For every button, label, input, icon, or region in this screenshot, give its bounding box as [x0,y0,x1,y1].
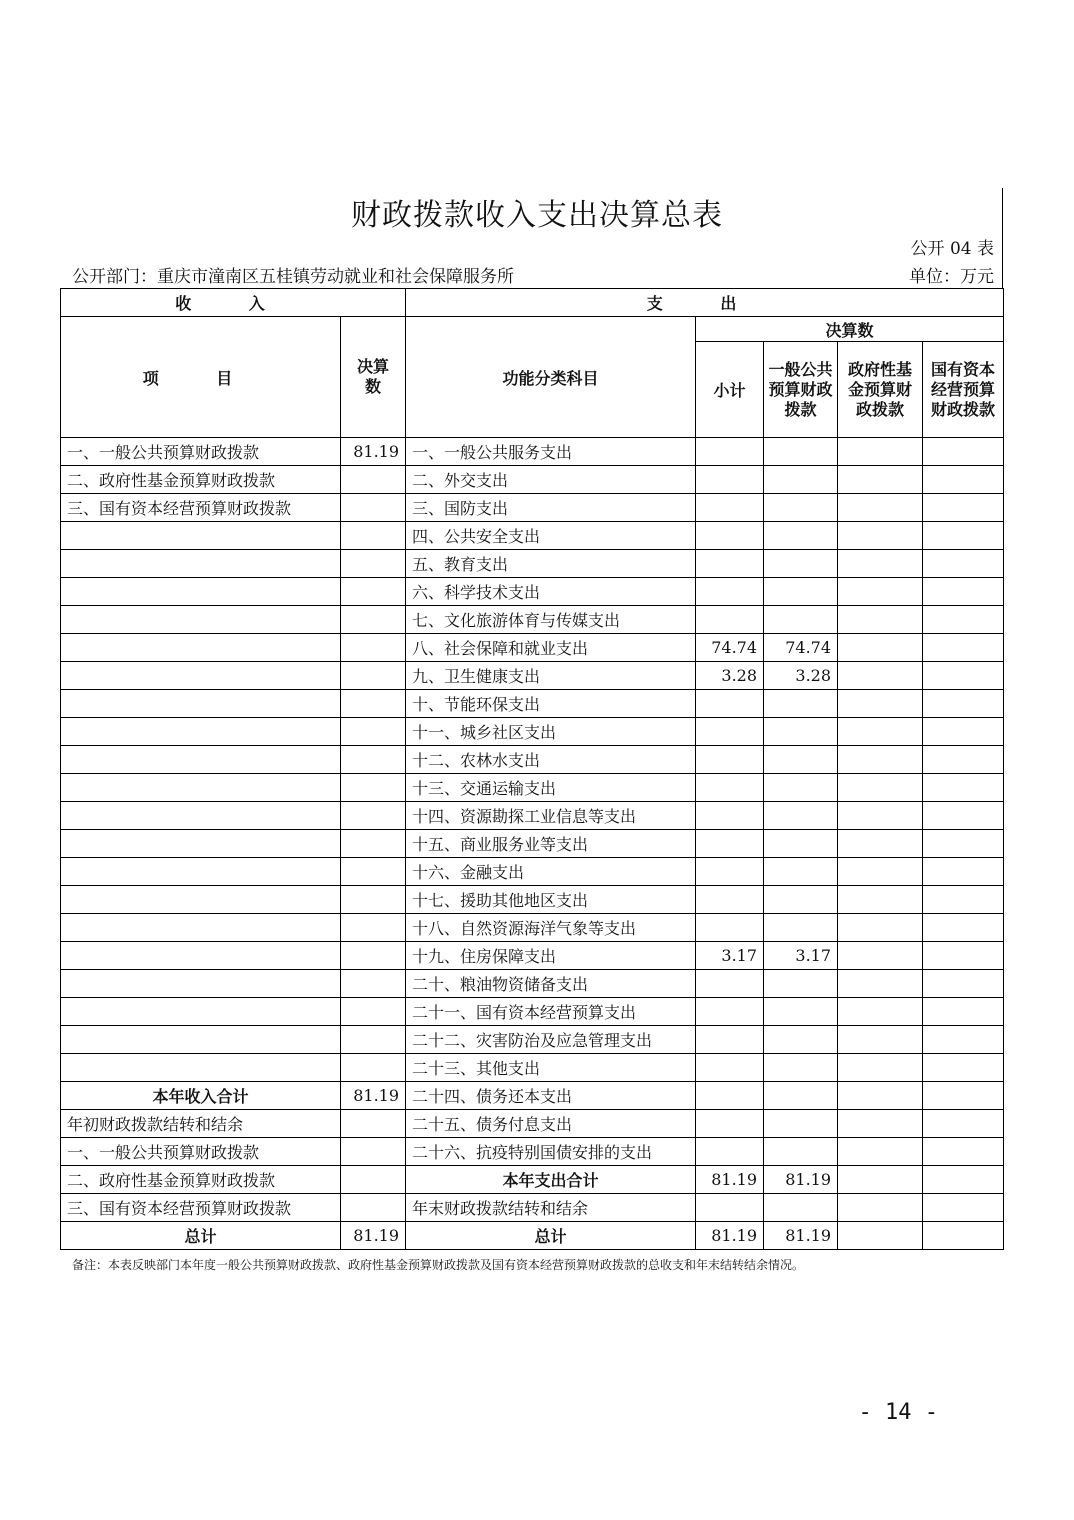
income-amount-cell [341,1166,406,1194]
income-item-cell: 三、国有资本经营预算财政拨款 [61,494,341,522]
gov-fund-cell [838,1082,923,1110]
subtotal-cell [696,522,764,550]
subtotal-cell [696,1110,764,1138]
state-capital-cell [923,634,1004,662]
general-public-cell [764,970,838,998]
gov-fund-cell [838,578,923,606]
gov-fund-cell [838,1026,923,1054]
income-item-cell [61,662,341,690]
general-public-cell [764,1054,838,1082]
subtotal-cell [696,802,764,830]
subtotal-cell [696,1026,764,1054]
state-capital-cell [923,970,1004,998]
general-public-cell [764,1082,838,1110]
department-label: 公开部门：重庆市潼南区五桂镇劳动就业和社会保障服务所 [72,267,514,287]
income-item-cell: 二、政府性基金预算财政拨款 [61,466,341,494]
expense-item-cell: 十、节能环保支出 [406,690,696,718]
general-public-cell [764,830,838,858]
income-item-cell [61,606,341,634]
general-public-cell: 74.74 [764,634,838,662]
table-row [61,942,1004,970]
expense-item-cell: 十四、资源勘探工业信息等支出 [406,802,696,830]
income-item-cell [61,858,341,886]
subtotal-cell: 3.17 [696,942,764,970]
expense-item-cell: 十五、商业服务业等支出 [406,830,696,858]
gov-fund-cell [838,1166,923,1194]
subtotal-cell [696,550,764,578]
expense-item-cell: 八、社会保障和就业支出 [406,634,696,662]
gov-fund-cell [838,438,923,466]
general-public-cell [764,466,838,494]
expense-item-cell: 二十三、其他支出 [406,1054,696,1082]
unit-label: 单位：万元 [909,267,994,287]
subtotal-cell [696,438,764,466]
subtotal-cell: 81.19 [696,1166,764,1194]
income-item-cell [61,550,341,578]
general-public-cell [764,1110,838,1138]
general-public-cell [764,578,838,606]
gov-fund-cell [838,690,923,718]
table-row [61,466,1004,494]
income-amount-cell: 81.19 [341,1222,406,1250]
expense-item-cell: 十七、援助其他地区支出 [406,886,696,914]
general-public-cell [764,718,838,746]
state-capital-cell [923,578,1004,606]
state-capital-cell [923,1110,1004,1138]
state-capital-cell [923,942,1004,970]
general-public-cell [764,998,838,1026]
gov-fund-cell [838,718,923,746]
state-capital-cell [923,466,1004,494]
income-item-cell [61,942,341,970]
table-row [61,522,1004,550]
income-amount-cell [341,802,406,830]
state-capital-cell [923,802,1004,830]
table-row [61,1110,1004,1138]
state-capital-cell [923,1194,1004,1222]
gov-fund-cell [838,522,923,550]
general-public-cell [764,606,838,634]
subtotal-cell [696,466,764,494]
income-item-cell [61,1054,341,1082]
state-capital-header: 国有资本经营预算财政拨款 [923,342,1004,438]
state-capital-cell [923,550,1004,578]
income-item-cell: 总计 [61,1222,341,1250]
expense-item-cell: 十三、交通运输支出 [406,774,696,802]
income-item-cell [61,1026,341,1054]
expense-item-cell: 五、教育支出 [406,550,696,578]
subtotal-cell [696,774,764,802]
subtotal-cell [696,1194,764,1222]
expense-item-cell: 二十四、债务还本支出 [406,1082,696,1110]
expense-item-cell: 二十五、债务付息支出 [406,1110,696,1138]
state-capital-cell [923,746,1004,774]
table-row [61,494,1004,522]
state-capital-cell [923,1026,1004,1054]
income-item-cell: 一、一般公共预算财政拨款 [61,1138,341,1166]
general-public-cell [764,886,838,914]
state-capital-cell [923,1082,1004,1110]
subtotal-cell [696,606,764,634]
income-amount-cell [341,466,406,494]
income-amount-cell [341,1194,406,1222]
page-number: - 14 - [858,1400,938,1425]
income-amount-cell [341,522,406,550]
budget-table [60,288,1004,1250]
expense-item-cell: 年末财政拨款结转和结余 [406,1194,696,1222]
gov-fund-cell [838,802,923,830]
table-row [61,886,1004,914]
general-public-cell [764,522,838,550]
table-body [61,438,1004,1250]
expense-item-cell: 二、外交支出 [406,466,696,494]
table-row [61,858,1004,886]
gov-fund-cell [838,606,923,634]
gov-fund-cell [838,662,923,690]
table-row [61,802,1004,830]
general-public-cell [764,774,838,802]
income-amount-cell [341,998,406,1026]
table-row [61,914,1004,942]
expense-item-cell: 十六、金融支出 [406,858,696,886]
subtotal-cell: 3.28 [696,662,764,690]
state-capital-cell [923,886,1004,914]
gov-fund-cell [838,858,923,886]
table-row [61,1222,1004,1250]
income-amount-cell [341,578,406,606]
income-amount-cell [341,634,406,662]
income-item-cell [61,578,341,606]
state-capital-cell [923,830,1004,858]
state-capital-cell [923,494,1004,522]
income-amount-cell [341,606,406,634]
state-capital-cell [923,914,1004,942]
gov-fund-cell [838,886,923,914]
expense-item-cell: 二十二、灾害防治及应急管理支出 [406,1026,696,1054]
expense-item-cell: 十八、自然资源海洋气象等支出 [406,914,696,942]
state-capital-cell [923,690,1004,718]
subtotal-cell [696,494,764,522]
general-public-cell: 3.17 [764,942,838,970]
gov-fund-cell [838,634,923,662]
income-amount-cell [341,914,406,942]
general-public-cell: 81.19 [764,1222,838,1250]
general-public-cell [764,438,838,466]
income-item-cell [61,802,341,830]
income-item-cell: 年初财政拨款结转和结余 [61,1110,341,1138]
gov-fund-cell [838,998,923,1026]
income-item-cell: 二、政府性基金预算财政拨款 [61,1166,341,1194]
income-amount-cell [341,1138,406,1166]
subtotal-cell [696,718,764,746]
gov-fund-cell [838,830,923,858]
gov-fund-cell [838,1110,923,1138]
general-public-cell [764,858,838,886]
table-row [61,578,1004,606]
expense-item-cell: 二十六、抗疫特别国债安排的支出 [406,1138,696,1166]
income-amount-cell [341,886,406,914]
expense-item-cell: 十九、住房保障支出 [406,942,696,970]
expense-item-cell: 三、国防支出 [406,494,696,522]
expense-header: 支 出 [406,289,1004,317]
subtotal-cell [696,1054,764,1082]
income-item-cell [61,774,341,802]
general-public-cell [764,802,838,830]
state-capital-cell [923,718,1004,746]
state-capital-cell [923,606,1004,634]
income-amount-cell [341,858,406,886]
income-item-cell: 三、国有资本经营预算财政拨款 [61,1194,341,1222]
gov-fund-cell [838,466,923,494]
income-amount-cell [341,718,406,746]
state-capital-cell [923,774,1004,802]
table-row [61,606,1004,634]
subtotal-cell [696,690,764,718]
general-public-cell [764,914,838,942]
subtotal-cell [696,886,764,914]
income-item-cell [61,718,341,746]
general-public-cell: 81.19 [764,1166,838,1194]
income-item-cell [61,914,341,942]
subtotal-cell [696,998,764,1026]
income-item-cell [61,998,341,1026]
income-item-cell [61,886,341,914]
expense-item-cell: 一、一般公共服务支出 [406,438,696,466]
income-amount-cell [341,662,406,690]
gov-fund-cell [838,550,923,578]
table-row [61,830,1004,858]
table-row [61,550,1004,578]
gov-fund-cell [838,1222,923,1250]
table-row [61,1166,1004,1194]
gov-fund-cell [838,1138,923,1166]
table-row [61,662,1004,690]
gov-fund-cell [838,970,923,998]
expense-item-cell: 总计 [406,1222,696,1250]
expense-item-cell: 七、文化旅游体育与传媒支出 [406,606,696,634]
income-amount-cell [341,1026,406,1054]
table-row [61,1026,1004,1054]
income-amount-cell: 81.19 [341,1082,406,1110]
expense-item-cell: 六、科学技术支出 [406,578,696,606]
gov-fund-header: 政府性基金预算财政拨款 [838,342,923,438]
subtotal-cell [696,830,764,858]
table-row [61,1082,1004,1110]
general-public-cell [764,1138,838,1166]
gov-fund-cell [838,774,923,802]
income-item-cell [61,830,341,858]
subtotal-header: 小计 [696,342,764,438]
income-amount-cell [341,550,406,578]
gov-fund-cell [838,1194,923,1222]
income-amount-cell [341,970,406,998]
income-item-cell [61,970,341,998]
table-row [61,1138,1004,1166]
income-item-cell [61,522,341,550]
state-capital-cell [923,1222,1004,1250]
subtotal-cell: 81.19 [696,1222,764,1250]
general-public-header: 一般公共预算财政拨款 [764,342,838,438]
table-row [61,634,1004,662]
state-capital-cell [923,1138,1004,1166]
table-row [61,438,1004,466]
income-item-cell [61,690,341,718]
table-row [61,970,1004,998]
gov-fund-cell [838,1054,923,1082]
gov-fund-cell [838,942,923,970]
final-amount-group-header: 决算数 [696,317,1004,342]
income-item-cell [61,746,341,774]
state-capital-cell [923,858,1004,886]
subtotal-cell [696,578,764,606]
income-amount-cell [341,1110,406,1138]
item-header: 项 目 [61,317,341,438]
subtotal-cell [696,970,764,998]
general-public-cell: 3.28 [764,662,838,690]
income-amount-cell [341,494,406,522]
table-row [61,1194,1004,1222]
expense-item-cell: 本年支出合计 [406,1166,696,1194]
income-amount-cell [341,774,406,802]
table-row [61,1054,1004,1082]
general-public-cell [764,746,838,774]
subtotal-cell [696,1082,764,1110]
subtotal-cell: 74.74 [696,634,764,662]
expense-item-cell: 二十一、国有资本经营预算支出 [406,998,696,1026]
table-row [61,746,1004,774]
table-row [61,690,1004,718]
general-public-cell [764,1194,838,1222]
income-header: 收 入 [61,289,406,317]
income-amount-cell [341,690,406,718]
expense-item-cell: 二十、粮油物资储备支出 [406,970,696,998]
table-row [61,998,1004,1026]
general-public-cell [764,550,838,578]
expense-item-cell: 九、卫生健康支出 [406,662,696,690]
final-amount-header: 决算数 [341,317,406,438]
general-public-cell [764,1026,838,1054]
footnote: 备注：本表反映部门本年度一般公共预算财政拨款、政府性基金预算财政拨款及国有资本经营预算财政拨款的总收支和年末结转结余情况。 [72,1258,805,1272]
page-title: 财政拨款收入支出决算总表 [351,198,723,233]
income-item-cell: 本年收入合计 [61,1082,341,1110]
function-class-header: 功能分类科目 [406,317,696,438]
income-amount-cell [341,830,406,858]
state-capital-cell [923,998,1004,1026]
gov-fund-cell [838,494,923,522]
gov-fund-cell [838,746,923,774]
table-row [61,718,1004,746]
table-row [61,774,1004,802]
subtotal-cell [696,914,764,942]
income-amount-cell: 81.19 [341,438,406,466]
state-capital-cell [923,1054,1004,1082]
state-capital-cell [923,662,1004,690]
subtotal-cell [696,858,764,886]
expense-item-cell: 十二、农林水支出 [406,746,696,774]
income-item-cell: 一、一般公共预算财政拨款 [61,438,341,466]
state-capital-cell [923,1166,1004,1194]
state-capital-cell [923,522,1004,550]
state-capital-cell [923,438,1004,466]
subtotal-cell [696,1138,764,1166]
income-amount-cell [341,746,406,774]
expense-item-cell: 十一、城乡社区支出 [406,718,696,746]
general-public-cell [764,690,838,718]
income-amount-cell [341,942,406,970]
income-amount-cell [341,1054,406,1082]
income-item-cell [61,634,341,662]
general-public-cell [764,494,838,522]
gov-fund-cell [838,914,923,942]
form-number: 公开 04 表 [910,239,994,259]
subtotal-cell [696,746,764,774]
expense-item-cell: 四、公共安全支出 [406,522,696,550]
